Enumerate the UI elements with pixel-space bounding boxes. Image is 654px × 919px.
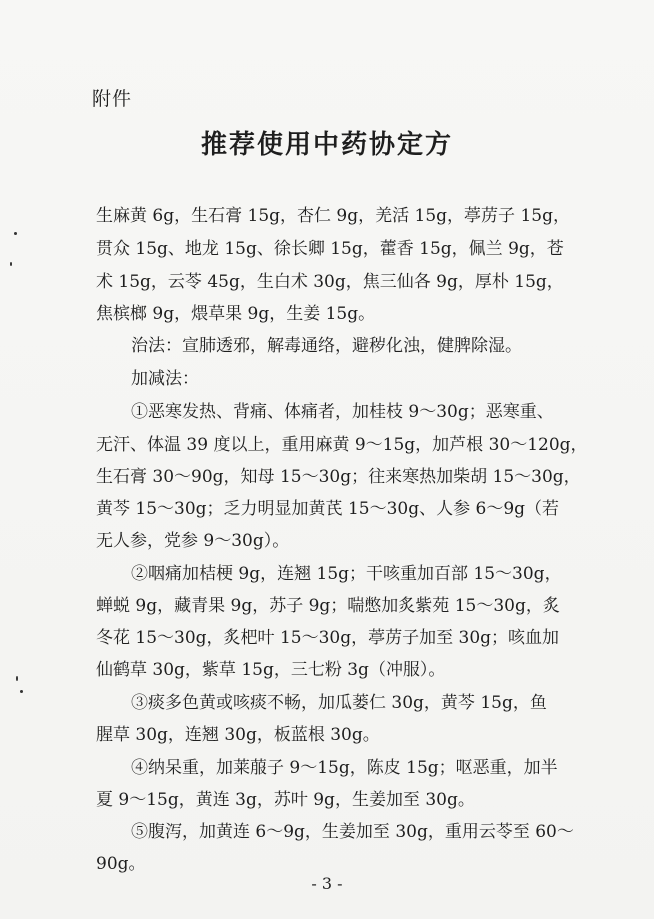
body-line: 蝉蜕 9g，藏青果 9g，苏子 9g；喘憋加炙紫苑 15～30g，炙 — [96, 596, 560, 616]
body-line: ③痰多色黄或咳痰不畅，加瓜蒌仁 30g，黄芩 15g，鱼 — [131, 693, 547, 713]
body-line: ①恶寒发热、背痛、体痛者，加桂枝 9～30g；恶寒重、 — [131, 402, 554, 422]
document-title: 推荐使用中药协定方 — [200, 130, 453, 160]
body-line: 贯众 15g、地龙 15g、徐长卿 15g，藿香 15g，佩兰 9g，苍 — [96, 239, 564, 259]
body-line: 焦槟榔 9g，煨草果 9g，生姜 15g。 — [96, 304, 376, 324]
body-line: ②咽痛加桔梗 9g，连翘 15g；干咳重加百部 15～30g， — [131, 564, 562, 584]
body-line: 术 15g，云苓 45g，生白术 30g，焦三仙各 9g，厚朴 15g， — [96, 272, 564, 292]
body-line: 生麻黄 6g，生石膏 15g，杏仁 9g，羌活 15g，葶苈子 15g， — [96, 206, 570, 226]
scan-speck — [20, 690, 23, 693]
body-line: 90g。 — [96, 854, 146, 874]
page-number: - 3 - — [311, 874, 343, 893]
body-line: 冬花 15～30g，炙杷叶 15～30g，葶苈子加至 30g；咳血加 — [96, 628, 560, 648]
treatment-line: 治法：宣肺透邪，解毒通络，避秽化浊，健脾除湿。 — [131, 336, 522, 356]
body-line: 黄芩 15～30g；乏力明显加黄芪 15～30g、人参 6～9g（若 — [96, 499, 560, 519]
scan-speck — [16, 676, 18, 681]
scan-speck — [14, 232, 17, 235]
scan-speck — [10, 262, 12, 266]
body-line: ④纳呆重，加莱菔子 9～15g，陈皮 15g；呕恶重，加半 — [131, 758, 558, 778]
modification-heading: 加减法： — [131, 369, 199, 389]
body-line: 生石膏 30～90g，知母 15～30g；往来寒热加柴胡 15～30g， — [96, 467, 581, 487]
attachment-label: 附件 — [92, 88, 133, 110]
body-line: 夏 9～15g，黄连 3g，苏叶 9g，生姜加至 30g。 — [96, 790, 475, 810]
body-line: ⑤腹泻，加黄连 6～9g，生姜加至 30g，重用云苓至 60～ — [131, 822, 574, 842]
body-line: 仙鹤草 30g，紫草 15g，三七粉 3g（冲服）。 — [96, 660, 446, 680]
body-line: 腥草 30g，连翘 30g，板蓝根 30g。 — [96, 725, 380, 745]
body-line: 无人参，党参 9～30g）。 — [96, 531, 290, 551]
body-line: 无汗、体温 39 度以上，重用麻黄 9～15g，加芦根 30～120g， — [96, 435, 588, 455]
